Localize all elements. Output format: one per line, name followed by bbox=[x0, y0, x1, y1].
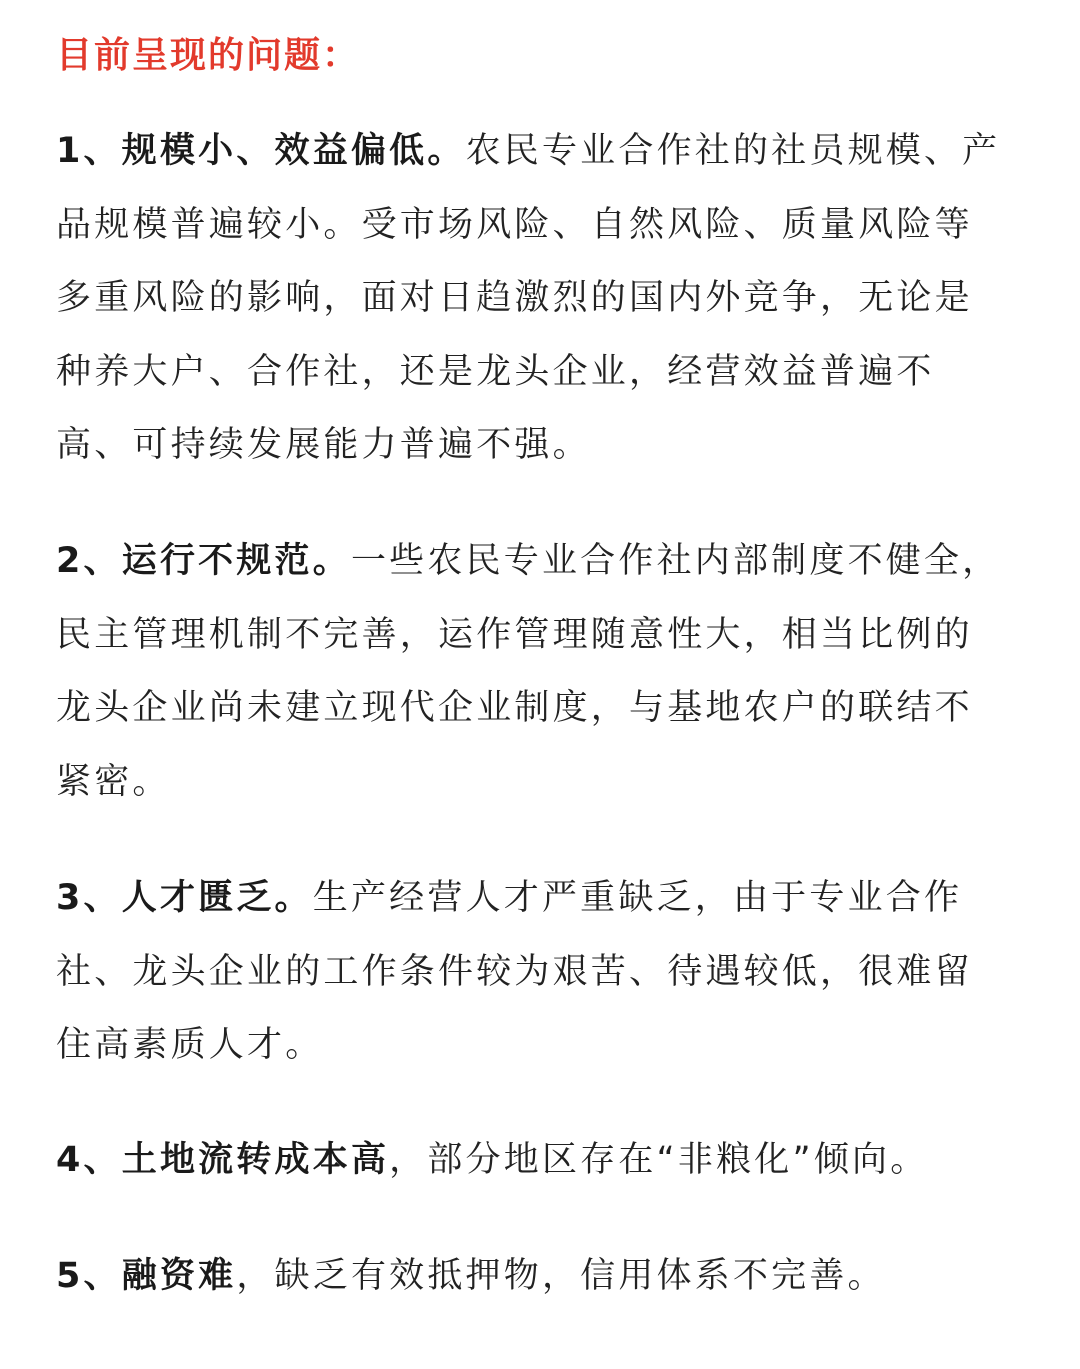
problem-item-3 bbox=[56, 862, 1026, 1083]
problem-heading: 5、融资难 bbox=[56, 1256, 237, 1296]
text-line: 社、龙头企业的工作条件较为艰苦、待遇较低，很难留 bbox=[56, 951, 973, 992]
problem-heading: 3、人才匮乏。 bbox=[56, 878, 313, 918]
problem-item-2 bbox=[56, 525, 1026, 819]
problem-text: 生产经营人才严重缺乏，由于专业合作 bbox=[312, 878, 963, 918]
problem-item-5 bbox=[56, 1240, 1026, 1314]
text-line: 多重风险的影响，面对日趋激烈的国内外竞争，无论是 bbox=[56, 278, 973, 318]
problem-text: 农民专业合作社的社员规模、产 bbox=[465, 131, 1001, 171]
problem-heading: 2、运行不规范。 bbox=[56, 541, 351, 581]
problem-item-1 bbox=[56, 115, 1026, 483]
text-line: 住高素质人才。 bbox=[56, 1025, 324, 1065]
text-line bbox=[56, 1240, 1026, 1314]
problem-heading: 4、土地流转成本高 bbox=[56, 1140, 390, 1180]
text-line: 高、可持续发展能力普遍不强。 bbox=[56, 425, 591, 465]
text-line bbox=[56, 862, 1026, 936]
text-line: 民主管理机制不完善，运作管理随意性大，相当比例的 bbox=[56, 614, 973, 655]
text-line: 品规模普遍较小。受市场风险、自然风险、质量风险等 bbox=[56, 204, 973, 245]
problem-text: ，缺乏有效抵押物，信用体系不完善。 bbox=[236, 1256, 886, 1296]
text-line bbox=[56, 115, 1026, 189]
text-line: 种养大户、合作社，还是龙头企业，经营效益普遍不 bbox=[56, 351, 935, 392]
text-line: 紧密。 bbox=[56, 761, 171, 802]
text-line: 龙头企业尚未建立现代企业制度，与基地农户的联结不 bbox=[56, 688, 973, 728]
problem-item-4 bbox=[56, 1124, 1026, 1198]
text-line bbox=[56, 525, 1026, 599]
text-line bbox=[56, 1124, 1026, 1198]
problem-text: 一些农民专业合作社内部制度不健全， bbox=[350, 541, 1001, 581]
problem-text: ，部分地区存在“非粮化”倾向。 bbox=[389, 1140, 929, 1180]
problem-heading: 1、规模小、效益偏低。 bbox=[56, 131, 466, 171]
document-title: 目前呈现的问题： bbox=[56, 35, 361, 76]
